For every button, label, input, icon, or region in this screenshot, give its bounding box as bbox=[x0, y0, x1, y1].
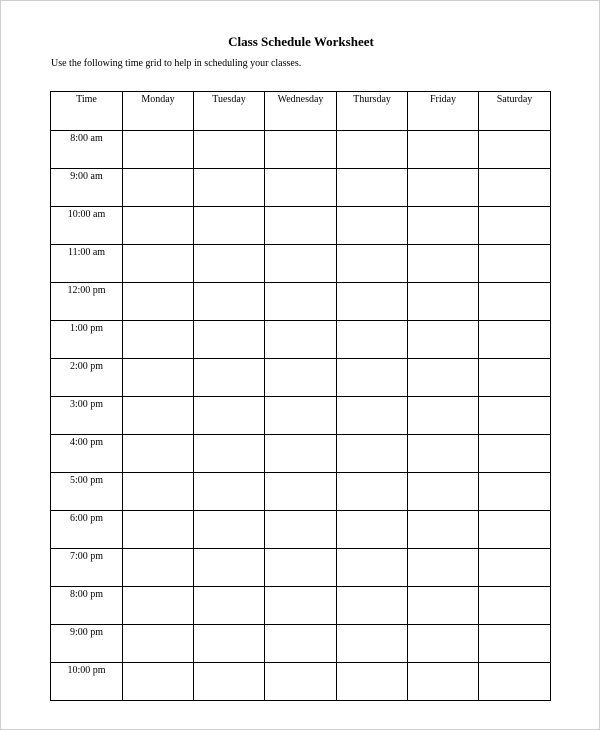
schedule-cell bbox=[123, 473, 194, 511]
schedule-cell bbox=[408, 397, 479, 435]
table-row bbox=[51, 549, 551, 587]
schedule-cell bbox=[337, 283, 408, 321]
schedule-cell bbox=[479, 245, 551, 283]
schedule-cell bbox=[123, 549, 194, 587]
schedule-cell bbox=[194, 169, 265, 207]
time-label bbox=[51, 473, 123, 511]
column-header-tuesday: Tuesday bbox=[194, 92, 265, 131]
time-label bbox=[51, 435, 123, 473]
schedule-cell bbox=[194, 511, 265, 549]
time-label-text: 12:00 pm bbox=[67, 285, 106, 296]
time-label bbox=[51, 625, 123, 663]
schedule-cell bbox=[123, 359, 194, 397]
schedule-cell bbox=[337, 587, 408, 625]
schedule-cell bbox=[194, 435, 265, 473]
table-row bbox=[51, 473, 551, 511]
schedule-cell bbox=[194, 131, 265, 169]
table-row bbox=[51, 283, 551, 321]
time-label bbox=[51, 511, 123, 549]
time-label bbox=[51, 663, 123, 701]
schedule-cell bbox=[479, 321, 551, 359]
schedule-cell bbox=[479, 625, 551, 663]
schedule-cell bbox=[194, 473, 265, 511]
time-label-text: 3:00 pm bbox=[69, 399, 104, 410]
schedule-cell bbox=[408, 663, 479, 701]
time-label-text: 5:00 pm bbox=[69, 475, 104, 486]
schedule-cell bbox=[337, 321, 408, 359]
schedule-cell bbox=[479, 473, 551, 511]
schedule-cell bbox=[265, 321, 337, 359]
schedule-cell bbox=[408, 587, 479, 625]
schedule-cell bbox=[479, 169, 551, 207]
schedule-cell bbox=[194, 549, 265, 587]
table-row bbox=[51, 169, 551, 207]
schedule-cell bbox=[265, 359, 337, 397]
time-label bbox=[51, 359, 123, 397]
schedule-cell bbox=[337, 473, 408, 511]
table-row bbox=[51, 321, 551, 359]
schedule-cell bbox=[337, 435, 408, 473]
page-title: Class Schedule Worksheet bbox=[228, 34, 374, 49]
time-label bbox=[51, 207, 123, 245]
schedule-cell bbox=[408, 435, 479, 473]
schedule-cell bbox=[479, 207, 551, 245]
schedule-cell bbox=[194, 663, 265, 701]
schedule-cell bbox=[408, 321, 479, 359]
schedule-cell bbox=[408, 625, 479, 663]
schedule-cell bbox=[265, 397, 337, 435]
schedule-cell bbox=[337, 663, 408, 701]
schedule-cell bbox=[337, 359, 408, 397]
time-label-text: 6:00 pm bbox=[69, 513, 104, 524]
schedule-cell bbox=[194, 207, 265, 245]
schedule-cell bbox=[265, 549, 337, 587]
schedule-grid bbox=[50, 91, 551, 701]
column-header-monday: Monday bbox=[123, 92, 194, 131]
table-row bbox=[51, 663, 551, 701]
schedule-cell bbox=[265, 511, 337, 549]
schedule-cell bbox=[123, 435, 194, 473]
column-header-thursday: Thursday bbox=[337, 92, 408, 131]
schedule-cell bbox=[479, 435, 551, 473]
schedule-cell bbox=[265, 663, 337, 701]
time-label-text: 8:00 am bbox=[70, 133, 103, 144]
table-row bbox=[51, 587, 551, 625]
schedule-cell bbox=[408, 283, 479, 321]
table-row bbox=[51, 511, 551, 549]
schedule-cell bbox=[123, 207, 194, 245]
schedule-cell bbox=[123, 169, 194, 207]
time-label bbox=[51, 549, 123, 587]
time-label bbox=[51, 131, 123, 169]
table-row bbox=[51, 625, 551, 663]
schedule-cell bbox=[408, 511, 479, 549]
table-row bbox=[51, 435, 551, 473]
header-row bbox=[51, 92, 551, 131]
time-label-text: 11:00 am bbox=[67, 247, 106, 258]
time-label-text: 1:00 pm bbox=[69, 323, 104, 334]
schedule-cell bbox=[123, 587, 194, 625]
time-label-text: 9:00 pm bbox=[69, 627, 104, 638]
column-header-wednesday: Wednesday bbox=[265, 92, 337, 131]
table-row bbox=[51, 397, 551, 435]
time-label bbox=[51, 321, 123, 359]
table-row bbox=[51, 359, 551, 397]
table-row bbox=[51, 131, 551, 169]
schedule-cell bbox=[479, 131, 551, 169]
schedule-cell bbox=[408, 549, 479, 587]
schedule-cell bbox=[265, 245, 337, 283]
instructions-text: Use the following time grid to help in scheduling your classes. bbox=[51, 58, 302, 69]
schedule-cell bbox=[265, 169, 337, 207]
schedule-cell bbox=[265, 473, 337, 511]
schedule-cell bbox=[265, 587, 337, 625]
schedule-cell bbox=[479, 549, 551, 587]
schedule-cell bbox=[408, 245, 479, 283]
schedule-cell bbox=[337, 511, 408, 549]
schedule-cell bbox=[194, 587, 265, 625]
time-label bbox=[51, 169, 123, 207]
time-label-text: 8:00 pm bbox=[69, 589, 104, 600]
schedule-cell bbox=[337, 207, 408, 245]
time-label bbox=[51, 245, 123, 283]
schedule-cell bbox=[194, 283, 265, 321]
schedule-cell bbox=[265, 207, 337, 245]
schedule-cell bbox=[123, 283, 194, 321]
time-label bbox=[51, 283, 123, 321]
schedule-cell bbox=[337, 131, 408, 169]
time-label-text: 2:00 pm bbox=[69, 361, 104, 372]
schedule-cell bbox=[408, 207, 479, 245]
schedule-cell bbox=[123, 625, 194, 663]
schedule-cell bbox=[123, 397, 194, 435]
schedule-cell bbox=[123, 245, 194, 283]
column-header-time: Time bbox=[51, 92, 123, 131]
time-label bbox=[51, 587, 123, 625]
schedule-cell bbox=[123, 131, 194, 169]
schedule-cell bbox=[479, 511, 551, 549]
schedule-cell bbox=[408, 169, 479, 207]
column-header-saturday: Saturday bbox=[479, 92, 551, 131]
schedule-cell bbox=[408, 473, 479, 511]
schedule-cell bbox=[265, 625, 337, 663]
schedule-cell bbox=[479, 663, 551, 701]
time-label-text: 7:00 pm bbox=[69, 551, 104, 562]
table-row bbox=[51, 207, 551, 245]
schedule-cell bbox=[479, 283, 551, 321]
schedule-cell bbox=[194, 397, 265, 435]
schedule-cell bbox=[337, 397, 408, 435]
schedule-cell bbox=[337, 625, 408, 663]
time-label-text: 10:00 am bbox=[67, 209, 106, 220]
time-label bbox=[51, 397, 123, 435]
time-label-text: 10:00 pm bbox=[67, 665, 106, 676]
schedule-cell bbox=[123, 511, 194, 549]
column-header-friday: Friday bbox=[408, 92, 479, 131]
schedule-cell bbox=[265, 131, 337, 169]
time-label-text: 4:00 pm bbox=[69, 437, 104, 448]
schedule-cell bbox=[123, 663, 194, 701]
schedule-cell bbox=[194, 245, 265, 283]
schedule-cell bbox=[194, 321, 265, 359]
schedule-cell bbox=[337, 245, 408, 283]
time-label-text: 9:00 am bbox=[70, 171, 103, 182]
schedule-cell bbox=[194, 625, 265, 663]
schedule-cell bbox=[123, 321, 194, 359]
schedule-body bbox=[51, 131, 551, 701]
schedule-cell bbox=[408, 359, 479, 397]
schedule-cell bbox=[479, 587, 551, 625]
schedule-cell bbox=[479, 397, 551, 435]
schedule-cell bbox=[265, 283, 337, 321]
table-row bbox=[51, 245, 551, 283]
schedule-cell bbox=[408, 131, 479, 169]
schedule-cell bbox=[265, 435, 337, 473]
schedule-cell bbox=[479, 359, 551, 397]
schedule-cell bbox=[337, 169, 408, 207]
schedule-cell bbox=[337, 549, 408, 587]
schedule-cell bbox=[194, 359, 265, 397]
